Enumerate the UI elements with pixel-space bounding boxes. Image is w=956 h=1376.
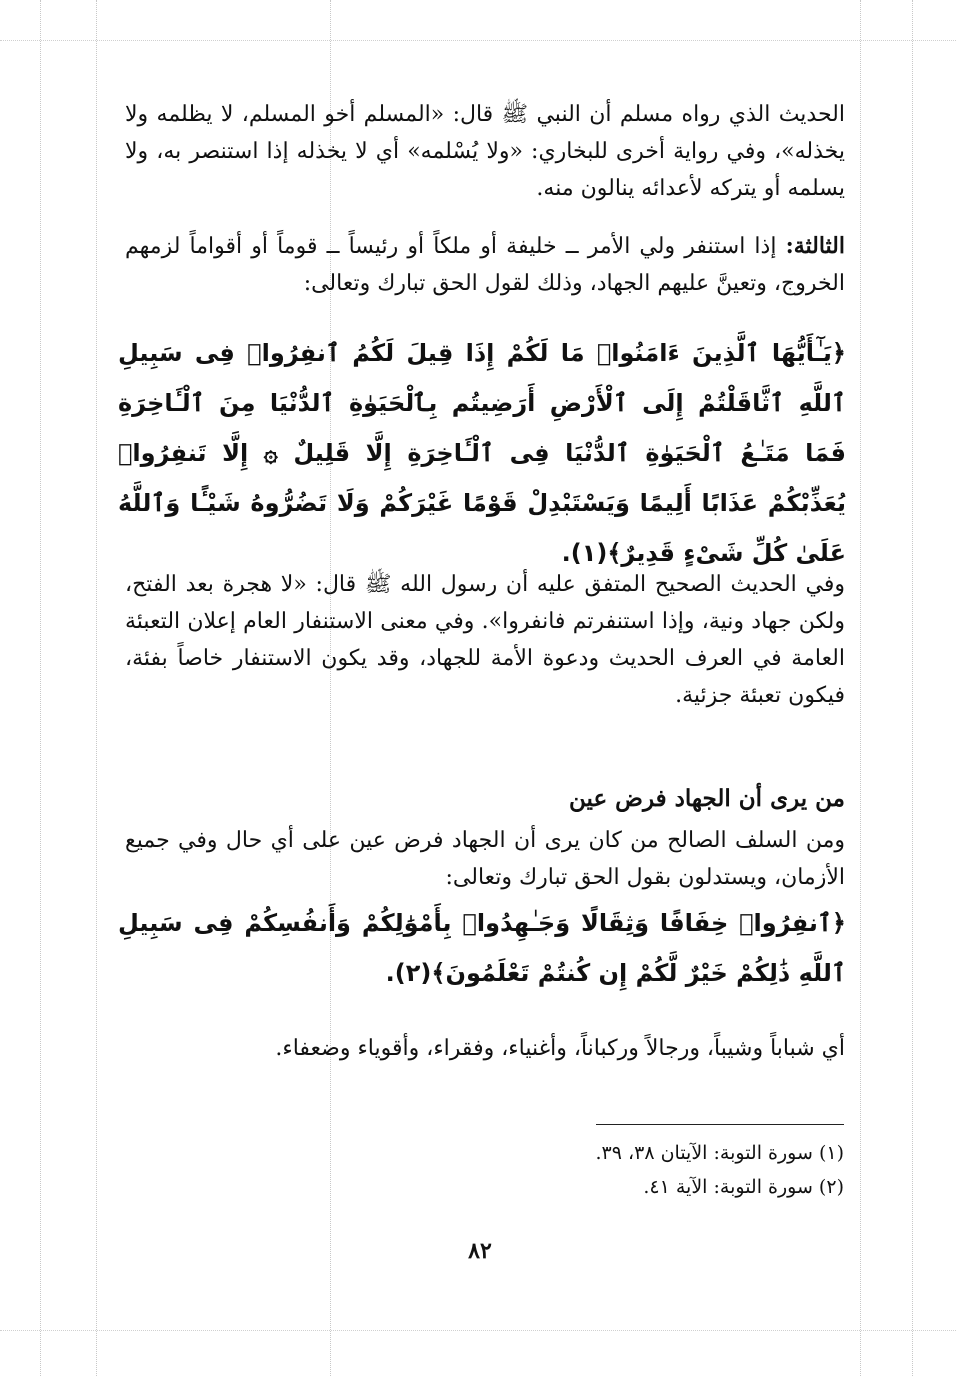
paragraph-hadith	[125, 96, 845, 207]
paragraph-meaning	[125, 1030, 845, 1067]
footnote-divider	[596, 1124, 844, 1125]
paragraph-meaning-text: أي شباباً وشيباً، ورجالاً وركباناً، وأغنياء، وفقراء، وأقوياء وضعفاء.	[275, 1036, 845, 1061]
paragraph-sahih	[125, 566, 845, 714]
quran-verse-1-text: ﴿يَـٰٓأَيُّهَا ٱلَّذِينَ ءَامَنُوا۟ مَا لَكُمْ إِذَا قِيلَ لَكُمُ ٱنفِرُوا۟ فِى سَبِيلِ ٱللَّهِ ٱثَّاقَلْتُمْ إِلَى ٱلْأَرْضِ أَرَضِيتُم بِٱلْحَيَوٰةِ ٱلدُّنْيَا مِنَ ٱلْـَٔاخِرَةِ فَمَا مَتَـٰعُ ٱلْحَيَوٰةِ ٱلدُّنْيَا فِى ٱلْـَٔاخِرَةِ إِلَّا قَلِيلٌ ۞ إِلَّا تَنفِرُوا۟ يُعَذِّبْكُمْ عَذَابًا أَلِيمًا وَيَسْتَبْدِلْ قَوْمًا غَيْرَكُمْ وَلَا تَضُرُّوهُ شَيْـًٔا وَٱللَّهُ عَلَىٰ كُلِّ شَىْءٍ قَدِيرٌ﴾(١).	[118, 339, 846, 567]
page-number: ٨٢	[468, 1238, 492, 1264]
paragraph-salaf-text: ومن السلف الصالح من كان يرى أن الجهاد فرض عين على أي حال وفي جميع الأزمان، ويستدلون بقول الحق تبارك وتعالى:	[125, 828, 845, 890]
scan-dotted-line	[0, 40, 956, 41]
scan-dotted-line	[912, 0, 913, 1376]
paragraph-third-text: إذا استنفر ولي الأمر ــ خليفة أو ملكاً أو رئيساً ــ قوماً أو أقواماً لزمهم الخروج، وتعينَّ عليهم الجهاد، وذلك لقول الحق تبارك وتعالى:	[125, 234, 845, 296]
quran-verse-1	[118, 328, 846, 578]
scan-dotted-line	[40, 0, 41, 1376]
paragraph-salaf	[125, 822, 845, 896]
quran-verse-2	[118, 898, 846, 998]
footnote-2: (٢) سورة التوبة: الآية ٤١.	[643, 1176, 844, 1198]
footnote-1: (١) سورة التوبة: الآيتان ٣٨، ٣٩.	[595, 1142, 844, 1164]
scan-dotted-line	[96, 0, 97, 1376]
quran-verse-2-text: ﴿ٱنفِرُوا۟ خِفَافًا وَثِقَالًا وَجَـٰهِدُوا۟ بِأَمْوَٰلِكُمْ وَأَنفُسِكُمْ فِى سَبِيلِ ٱللَّهِ ذَٰلِكُمْ خَيْرٌ لَّكُمْ إِن كُنتُمْ تَعْلَمُونَ﴾(٢).	[118, 909, 846, 987]
scan-dotted-line	[0, 1330, 956, 1331]
footnotes	[500, 1136, 844, 1204]
scan-dotted-line	[860, 0, 861, 1376]
paragraph-hadith-text: الحديث الذي رواه مسلم أن النبي ﷺ قال: «المسلم أخو المسلم، لا يظلمه ولا يخذله»، وفي رواية أخرى للبخاري: «ولا يُسْلمه» أي لا يخذله إذا استنصر به، ولا يسلمه أو يتركه لأعدائه ينالون منه.	[125, 102, 845, 201]
paragraph-third-body	[125, 228, 845, 302]
paragraph-sahih-text: وفي الحديث الصحيح المتفق عليه أن رسول الله ﷺ قال: «لا هجرة بعد الفتح، ولكن جهاد ونية، وإذا استنفرتم فانفروا». وفي معنى الاستنفار العام إعلان التعبئة العامة في العرف الحديث ودعوة الأمة للجهاد، وقد يكون الاستنفار خاصاً بفئة، فيكون تعبئة جزئية.	[125, 572, 845, 708]
paragraph-third	[125, 228, 845, 302]
paragraph-third-lead: الثالثة:	[785, 233, 845, 259]
section-heading: من يرى أن الجهاد فرض عين	[569, 785, 845, 812]
